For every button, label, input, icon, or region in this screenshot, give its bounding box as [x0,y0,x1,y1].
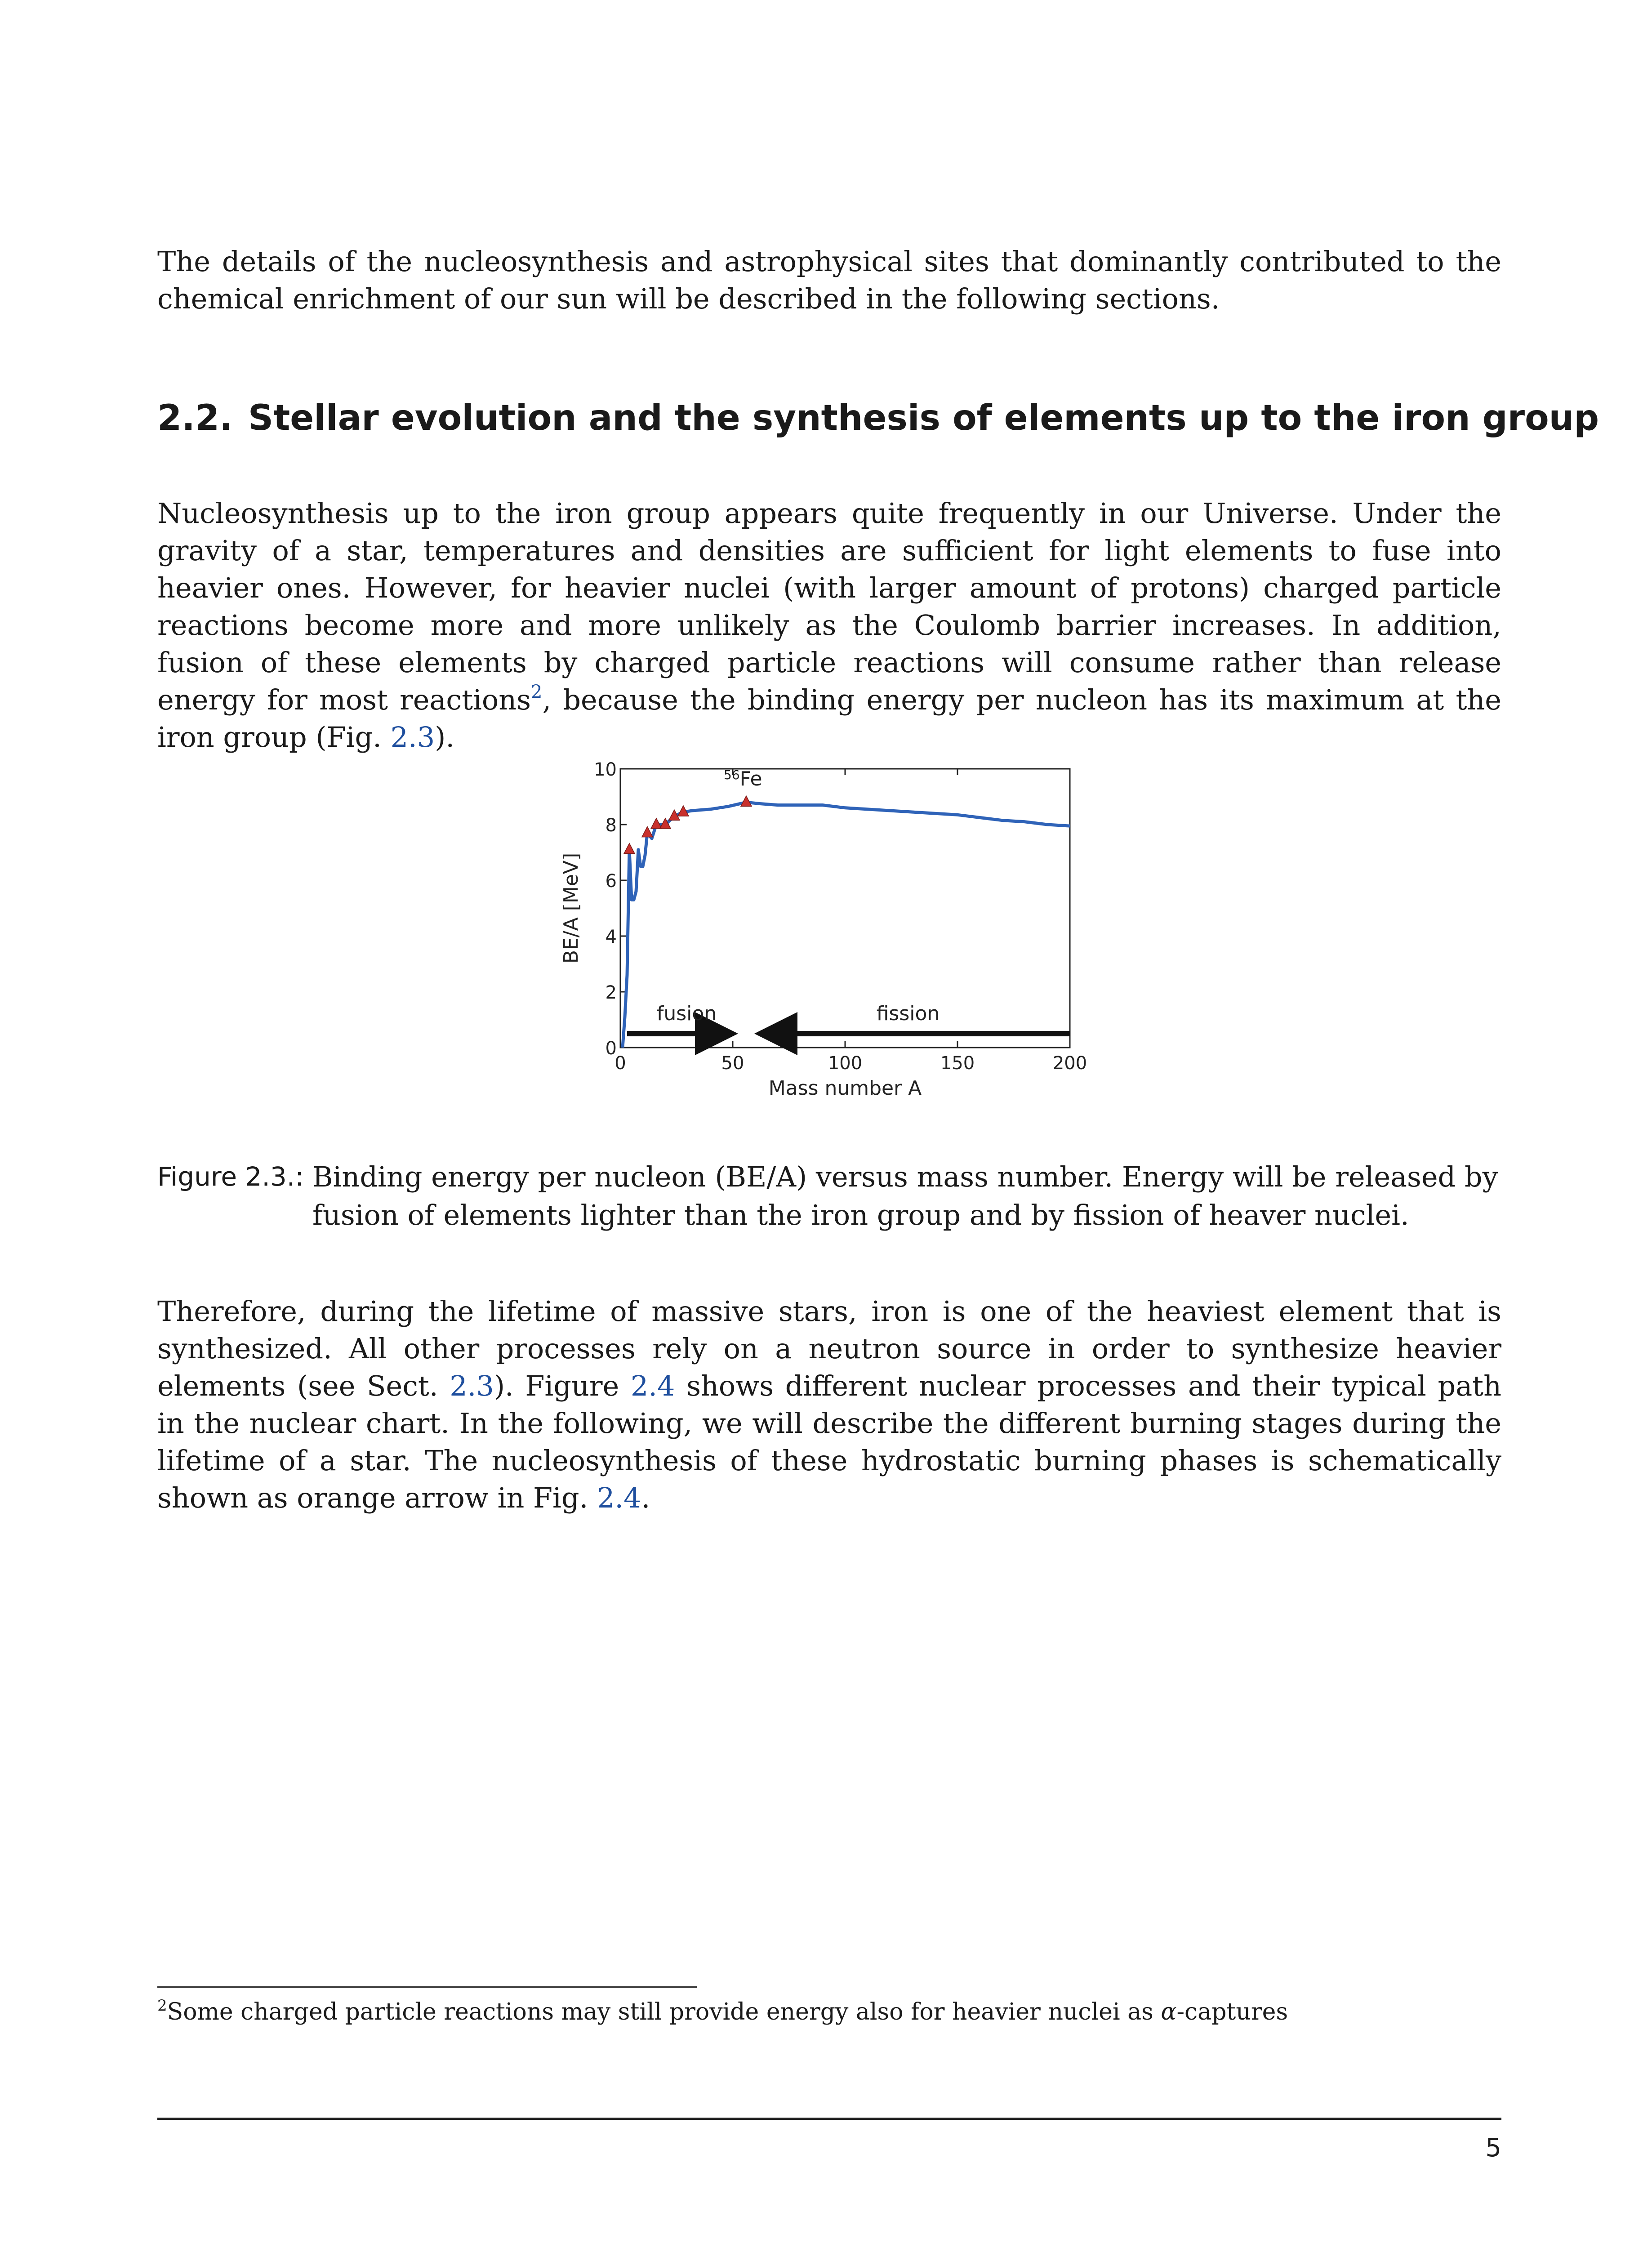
footnote-text-b: -captures [1176,1998,1288,2025]
y-tick-label: 10 [594,759,617,780]
figure-ref-2-3[interactable]: 2.3 [390,721,435,754]
figure-binding-energy [553,755,1115,1106]
figure-ref-2-4[interactable]: 2.4 [630,1369,675,1402]
x-tick-label: 50 [721,1053,744,1074]
x-axis-label: Mass number A [768,1077,922,1100]
annotation-fission: fission [876,1002,940,1025]
y-tick-label: 8 [605,815,617,836]
annotation-fe-56 [724,767,762,790]
footnote-alpha: α [1161,1998,1177,2025]
therefore-text-d: . [641,1481,650,1514]
footnote-ref[interactable]: 2 [530,682,543,702]
caption-label: Figure 2.3.: [157,1161,304,1192]
section-title: Stellar evolution and the synthesis of elements up to the iron group [248,398,1599,438]
figure-caption [157,1158,1501,1234]
x-tick-label: 100 [828,1053,863,1074]
therefore-text-b: ). Figure [494,1369,631,1402]
page-number: 5 [1485,2133,1501,2163]
y-tick-label: 2 [605,982,617,1003]
section-heading [157,396,1599,441]
nucleo-text-c: ). [435,721,455,754]
x-tick-label: 150 [940,1053,975,1074]
therefore-text-a: Therefore, during the lifetime of massive stars, iron is one of the heaviest element that is synthesized. All other processes rely on a neutron source in order to synthesize heavier elements (see Sect. [157,1295,1501,1402]
caption-text: Binding energy per nucleon (BE/A) versus mass number. Energy will be released by fusion of elements lighter than the iron group and by fission of heaver nuclei. [312,1160,1498,1231]
nucleo-text-b: , because the binding energy per nucleon has its maximum at the iron group (Fig. [157,683,1501,754]
footnote-text-a: Some charged particle reactions may still provide energy also for heavier nuclei as [167,1998,1161,2025]
footnote-mark: 2 [157,1997,167,2015]
paragraph-nucleosynthesis [157,495,1501,756]
nucleo-text-a: Nucleosynthesis up to the iron group appears quite frequently in our Universe. Under the gravity of a star, temperatures and densities are sufficient for light elements to fuse into heavier ones. However, for heavier nuclei (with larger amount of protons) charged particle reactions become more and more unlikely as the Coulomb barrier increases. In addition, fusion of these elements by charged particle reactions will consume rather than release energy for most reactions [157,497,1501,716]
intro-text: The details of the nucleosynthesis and astrophysical sites that dominantly contributed to the chemical enrichment of our sun will be described in the following sections. [157,245,1501,315]
annotation-fe-mass: 56 [724,767,740,783]
annotation-fe-element: Fe [739,767,762,791]
y-axis-label: BE/A [MeV] [560,852,583,964]
paragraph-intro [157,243,1501,317]
data-point-marker [624,843,635,854]
footnote [157,1996,1501,2028]
annotation-fusion: fusion [656,1002,717,1025]
section-ref-2-3[interactable]: 2.3 [450,1369,494,1402]
footnote-rule [157,1986,697,1988]
paragraph-therefore [157,1293,1501,1517]
x-tick-label: 0 [614,1053,626,1074]
y-tick-label: 4 [605,927,617,947]
section-number: 2.2. [157,398,233,438]
y-tick-label: 6 [605,871,617,892]
y-tick-label: 0 [605,1038,617,1059]
therefore-text-c: shows different nuclear processes and their typical path in the nuclear chart. In the following, we will describe the different burning stages during the lifetime of a star. The nucleosynthesis of these hydrostatic burning phases is schematically shown as orange arrow in Fig. [157,1369,1502,1514]
figure-ref-2-4-second[interactable]: 2.4 [597,1481,641,1514]
x-tick-label: 200 [1052,1053,1087,1074]
footer-rule [157,2118,1501,2120]
binding-energy-chart [553,755,1115,1106]
